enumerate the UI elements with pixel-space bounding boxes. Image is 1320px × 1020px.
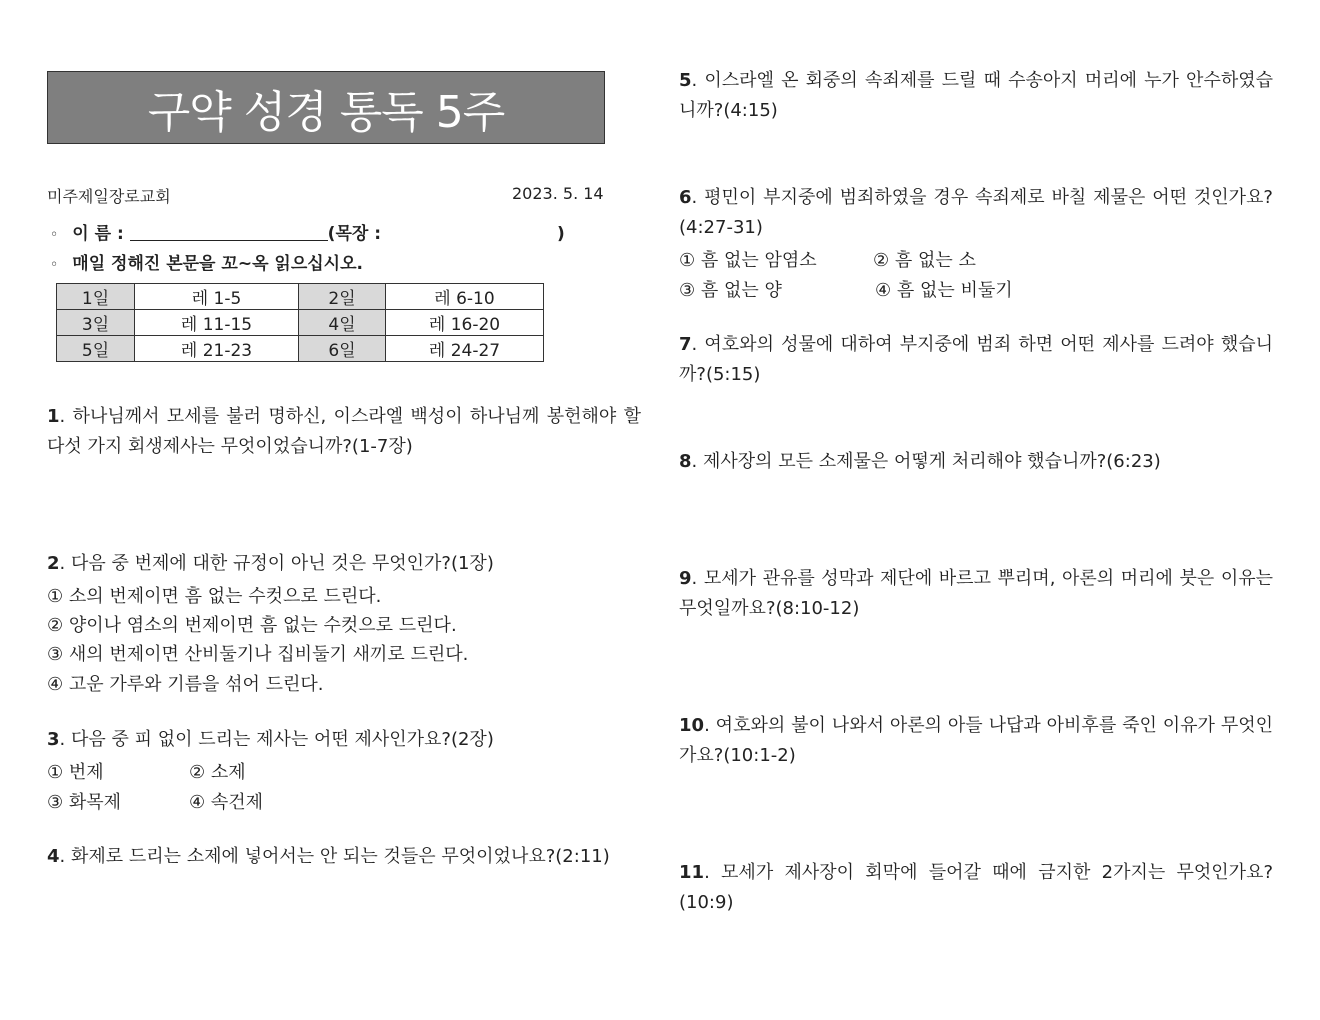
worksheet-date: 2023. 5. 14 — [512, 184, 604, 203]
reading-schedule-table — [56, 283, 544, 362]
question-10 — [679, 711, 1273, 771]
question-1 — [47, 402, 641, 462]
pastor-close: ) — [556, 224, 565, 244]
question-text: . 제사장의 모든 소제물은 어떻게 처리해야 했습니까?(6:23) — [691, 451, 1161, 472]
question-8 — [679, 447, 1273, 477]
question-5 — [679, 66, 1273, 126]
instruction-text: 매일 정해진 본문을 꼬~옥 읽으십시오. — [72, 254, 363, 274]
schedule-range: 레 16-20 — [386, 310, 544, 336]
church-name: 미주제일장로교회 — [47, 187, 171, 206]
schedule-day: 6일 — [299, 336, 386, 362]
question-number: 5 — [679, 70, 692, 91]
question-number: 8 — [679, 451, 692, 472]
schedule-range: 레 11-15 — [135, 310, 299, 336]
worksheet-title-box — [47, 71, 605, 144]
question-number: 7 — [679, 334, 692, 355]
question-2 — [47, 549, 641, 579]
answer-option: ① 흠 없는 암염소 — [679, 250, 817, 271]
question-text: . 하나님께서 모세를 불러 명하신, 이스라엘 백성이 하나님께 봉헌해야 할 다섯 가지 회생제사는 무엇이었습니까?(1-7장) — [47, 406, 641, 457]
name-label: 이 름 : — [72, 224, 124, 244]
question-4 — [47, 842, 647, 872]
question-text: . 여호와의 불이 나와서 아론의 아들 나답과 아비후를 죽인 이유가 무엇인가요?(10:1-2) — [679, 715, 1273, 766]
table-row — [57, 284, 544, 310]
question-number: 3 — [47, 729, 60, 750]
question-9 — [679, 564, 1273, 624]
schedule-day: 5일 — [57, 336, 135, 362]
answer-option: ④ 고운 가루와 기름을 섞어 드린다. — [47, 674, 324, 695]
question-3 — [47, 725, 641, 755]
schedule-day: 4일 — [299, 310, 386, 336]
question-text: . 이스라엘 온 회중의 속죄제를 드릴 때 수송아지 머리에 누가 안수하였습니까?(4:15) — [679, 70, 1273, 121]
question-number: 2 — [47, 553, 60, 574]
bullet-dot: ◦ — [50, 227, 59, 243]
answer-option: ② 양이나 염소의 번제이면 흠 없는 수컷으로 드린다. — [47, 615, 457, 636]
answer-option: ④ 속건제 — [189, 792, 264, 813]
instruction-row — [50, 249, 363, 274]
answer-option: ① 소의 번제이면 흠 없는 수컷으로 드린다. — [47, 586, 382, 607]
bullet-dot: ◦ — [50, 257, 59, 273]
schedule-day: 3일 — [57, 310, 135, 336]
answer-option: ④ 흠 없는 비둘기 — [875, 280, 1013, 301]
pastor-label: (목장 : — [327, 224, 382, 244]
schedule-range: 레 6-10 — [386, 284, 544, 310]
schedule-range: 레 24-27 — [386, 336, 544, 362]
question-7 — [679, 330, 1273, 390]
question-number: 1 — [47, 406, 60, 427]
question-text: . 다음 중 피 없이 드리는 제사는 어떤 제사인가요?(2장) — [59, 729, 494, 750]
question-number: 4 — [47, 846, 60, 867]
answer-option: ③ 새의 번제이면 산비둘기나 집비둘기 새끼로 드린다. — [47, 644, 469, 665]
schedule-day: 2일 — [299, 284, 386, 310]
answer-option: ③ 화목제 — [47, 792, 122, 813]
answer-option: ③ 흠 없는 양 — [679, 280, 782, 301]
schedule-day: 1일 — [57, 284, 135, 310]
question-number: 6 — [679, 187, 692, 208]
name-blank-line[interactable] — [130, 222, 328, 241]
table-row — [57, 336, 544, 362]
question-text: . 화제로 드리는 소제에 넣어서는 안 되는 것들은 무엇이었나요?(2:11) — [59, 846, 610, 867]
schedule-range: 레 21-23 — [135, 336, 299, 362]
answer-option: ② 소제 — [189, 762, 246, 783]
question-6 — [679, 183, 1273, 243]
question-text: . 여호와의 성물에 대하여 부지중에 범죄 하면 어떤 제사를 드려야 했습니까?(5:15) — [679, 334, 1273, 385]
question-number: 9 — [679, 568, 692, 589]
question-11 — [679, 858, 1273, 918]
schedule-range: 레 1-5 — [135, 284, 299, 310]
answer-option: ① 번제 — [47, 762, 104, 783]
table-row — [57, 310, 544, 336]
question-text: . 평민이 부지중에 범죄하였을 경우 속죄제로 바칠 제물은 어떤 것인가요?(4:27-31) — [679, 187, 1273, 238]
worksheet-title: 구약 성경 통독 5주 — [147, 86, 505, 138]
answer-option: ② 흠 없는 소 — [873, 250, 976, 271]
name-row — [50, 219, 565, 244]
question-text: . 모세가 관유를 성막과 제단에 바르고 뿌리며, 아론의 머리에 붓은 이유는 무엇일까요?(8:10-12) — [679, 568, 1273, 619]
question-number: 10 — [679, 715, 705, 736]
question-text: . 모세가 제사장이 회막에 들어갈 때에 금지한 2가지는 무엇인가요?(10:9) — [679, 862, 1273, 913]
question-number: 11 — [679, 862, 705, 883]
question-text: . 다음 중 번제에 대한 규정이 아닌 것은 무엇인가?(1장) — [59, 553, 494, 574]
